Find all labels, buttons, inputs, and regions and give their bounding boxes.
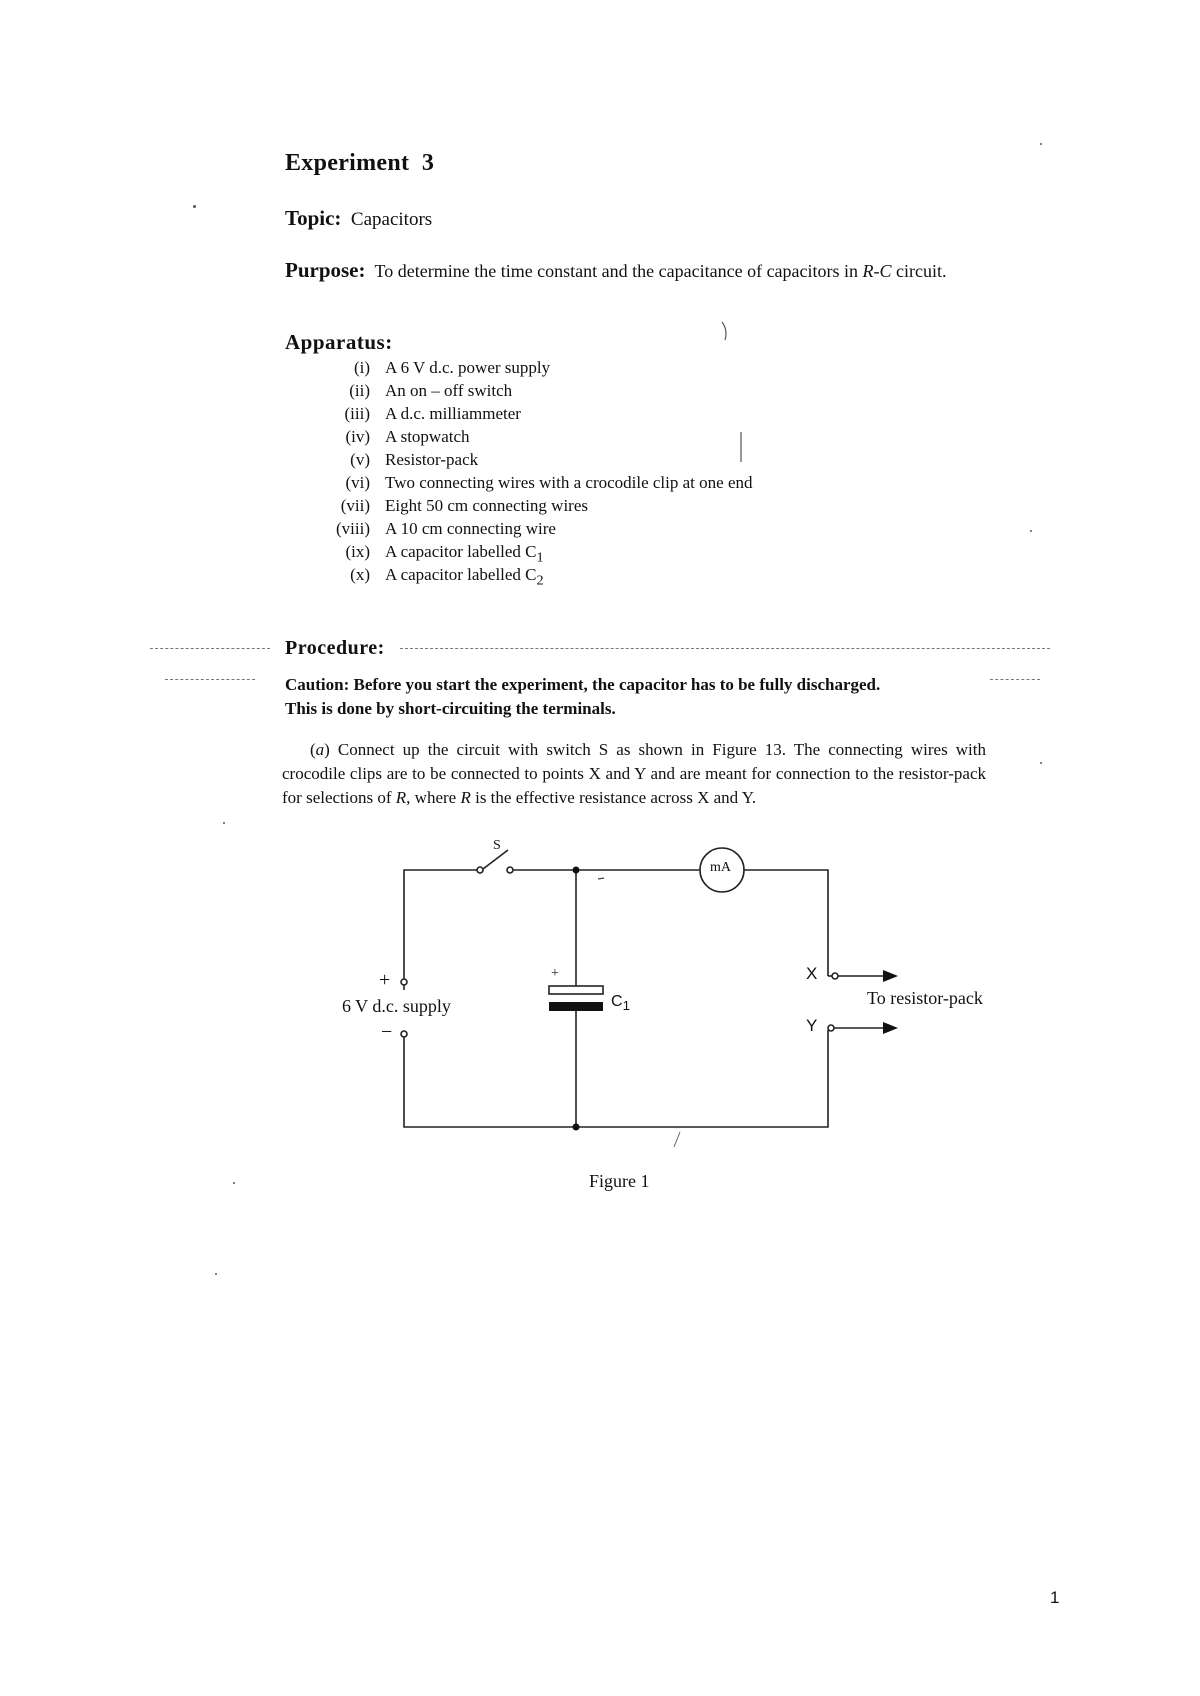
junction-bottom [573,1124,580,1131]
supply-plus-label: + [379,969,391,991]
list-item: (iii) A d.c. milliammeter [344,404,521,423]
switch-terminal-left [477,867,483,873]
page-number: 1 [1050,1588,1060,1607]
list-item: (vi) Two connecting wires with a crocodile clip at one end [345,473,753,492]
terminal-x [832,973,838,979]
experiment-label: Experiment [285,150,410,176]
list-item: (ix) A capacitor labelled $C_1$ [345,542,544,566]
list-item: (viii) A 10 cm connecting wire [336,519,556,538]
experiment-number: 3 [421,150,435,176]
topic-label: Topic: [285,206,342,230]
scan-speck [233,1182,235,1184]
terminal-y-label: Y [806,1016,818,1035]
supply-label: 6 V d.c. supply [342,996,451,1016]
wire-right-top [744,870,828,976]
capacitor-plate-top [549,986,603,994]
procedure-step-a: (a) Connect up the circuit with switch S as shown in Figure 13. The connecting wires with crocodile clips are to be connected to points X and Y and are meant for connection to the resistor-pack for selections of R, where R is the effective resistance across X and Y. [282,740,986,807]
switch-label: S [493,838,501,853]
step-label: a [315,740,325,759]
supply-plus-terminal [401,979,407,985]
terminal-x-label: X [806,964,818,983]
supply-minus-label: − [381,1021,393,1043]
figure-caption: Figure 1 [589,1171,650,1191]
caution-line-1: Caution: Before you start the experiment, the capacitor has to be fully discharged. [285,675,881,694]
procedure-heading: Procedure: [285,637,385,659]
caution-line-2: This is done by short-circuiting the terminals. [285,699,616,718]
wire-left-top [404,870,477,990]
list-item: (iv) A stopwatch [345,427,470,446]
list-item: (i) A 6 V d.c. power supply [353,358,551,377]
purpose-text: To determine the time constant and the capacitance of capacitors in [374,261,863,281]
list-item: (v) Resistor-pack [350,450,479,469]
scan-speck [1030,530,1032,532]
capacitor-plate-bottom [549,1002,603,1011]
purpose-text-end: circuit. [891,261,947,281]
terminal-y [828,1025,834,1031]
junction-top [573,867,580,874]
scan-speck [223,822,225,824]
arrow-y-head [883,1022,898,1034]
topic-value: Capacitors [350,209,433,230]
wire-bottom [404,1030,828,1127]
purpose-label: Purpose: [285,258,366,282]
scan-speck [1040,143,1042,145]
scan-speck [1040,762,1042,764]
switch-terminal-right [507,867,513,873]
scan-speck [215,1273,217,1275]
arrow-x-head [883,970,898,982]
list-item: (vii) Eight 50 cm connecting wires [340,496,589,515]
apparatus-heading: Apparatus: [285,330,393,354]
capacitor-label: $C_1$ [611,993,630,1014]
resistor-pack-label: To resistor-pack [867,988,983,1008]
purpose-rc: R-C [862,261,892,281]
capacitor-plus-label: + [551,966,559,981]
supply-minus-terminal [401,1031,407,1037]
scan-speck [193,205,196,208]
milliammeter-label: mA [710,860,731,875]
list-item: (x) A capacitor labelled $C_2$ [350,565,544,589]
list-item: (ii) An on – off switch [349,381,513,400]
